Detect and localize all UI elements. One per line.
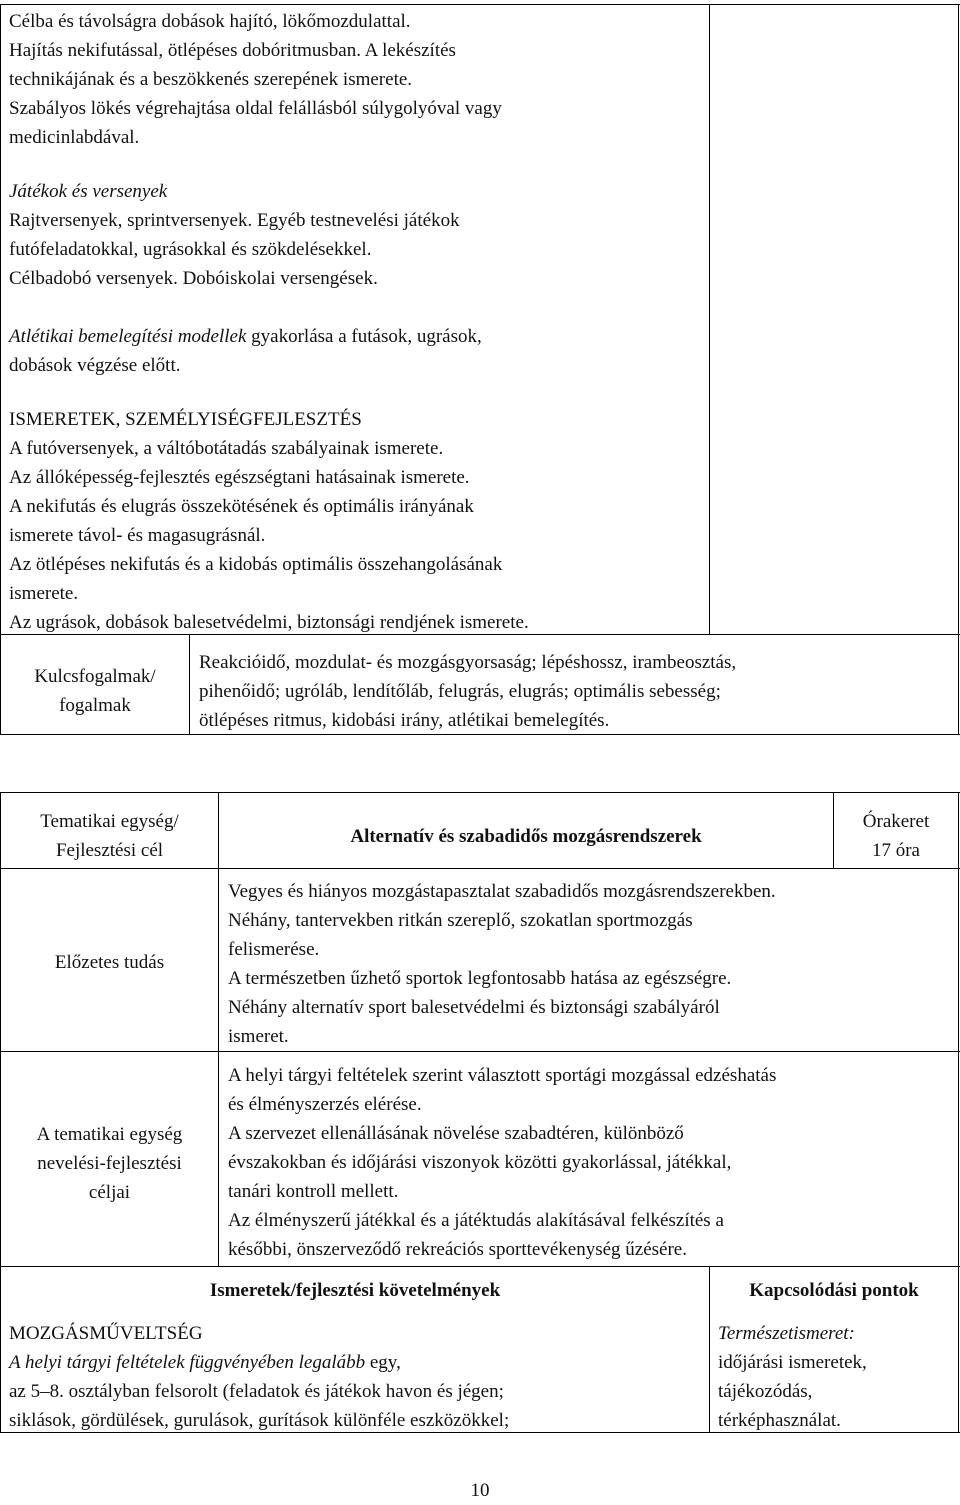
games-line: Rajtversenyek, sprintversenyek. Egyéb testnevelési játékok xyxy=(9,210,460,231)
req-header-text: Ismeretek/fejlesztési követelmények xyxy=(209,1280,501,1301)
unit-title xyxy=(219,822,833,851)
prior-line: Néhány alternatív sport balesetvédelmi és biztonsági szabályáról xyxy=(228,997,720,1018)
req-line1-rest: egy, xyxy=(365,1352,401,1373)
knowledge-line: A futóversenyek, a váltóbotátadás szabályainak ismerete. xyxy=(9,438,444,459)
hours-value: 17 óra xyxy=(871,840,920,861)
unit-label-line: Fejlesztési cél xyxy=(55,840,164,861)
links-line: időjárási ismeretek, xyxy=(718,1352,867,1373)
keywords-line: Reakcióidő, mozdulat- és mozgásgyorsaság; lépéshossz, irambeosztás, xyxy=(199,652,737,673)
hours-box xyxy=(834,807,958,865)
knowledge-line: Az állóképesség-fejlesztés egészségtani hatásainak ismerete. xyxy=(9,467,470,488)
games-line: futófeladatokkal, ugrásokkal és szökdelésekkel. xyxy=(9,239,372,260)
warmup-italic: Atlétikai bemelegítési modellek xyxy=(9,326,247,347)
req-title: MOZGÁSMŰVELTSÉG xyxy=(9,1323,203,1344)
links-header xyxy=(710,1276,958,1305)
unit-title-text: Alternatív és szabadidős mozgásrendszerek xyxy=(350,826,702,847)
games-title: Játékok és versenyek xyxy=(9,181,168,202)
prior-line: A természetben űzhető sportok legfontosabb hatása az egészségre. xyxy=(228,968,732,989)
goals-label xyxy=(1,1120,218,1207)
prior-label xyxy=(1,948,218,977)
links-subject: Természetismeret: xyxy=(718,1323,855,1344)
keywords-line: pihenőidő; ugróláb, lendítőláb, felugrás, elugrás; optimális sebesség; xyxy=(199,681,721,702)
warmup-section xyxy=(9,322,709,380)
links-line: térképhasználat. xyxy=(718,1410,841,1431)
prior-line: felismerése. xyxy=(228,939,320,960)
content-line: technikájának és a beszökkenés szerepének ismerete. xyxy=(9,69,413,90)
keywords-text xyxy=(199,648,954,735)
page-number: 10 xyxy=(470,1480,490,1501)
keywords-label-line: Kulcsfogalmak/ xyxy=(34,666,156,687)
knowledge-section xyxy=(9,405,709,637)
goals-label-line: céljai xyxy=(88,1182,131,1203)
warmup-line2: dobások végzése előtt. xyxy=(9,355,181,376)
links-text xyxy=(718,1319,956,1435)
content-line: Hajítás nekifutással, ötlépéses dobóritmusban. A lekészítés xyxy=(9,40,456,61)
content-line: Szabályos lökés végrehajtása oldal felállásból súlygolyóval vagy xyxy=(9,98,502,119)
links-line: tájékozódás, xyxy=(718,1381,813,1402)
prior-line: Néhány, tantervekben ritkán szereplő, szokatlan sportmozgás xyxy=(228,910,693,931)
goals-line: évszakokban és időjárási viszonyok közötti gyakorlással, játékkal, xyxy=(228,1152,732,1173)
unit-label xyxy=(1,807,218,865)
unit-label-line: Tematikai egység/ xyxy=(40,811,179,832)
knowledge-line: Az ugrások, dobások balesetvédelmi, biztonsági rendjének ismerete. xyxy=(9,612,529,633)
keywords-line: ötlépéses ritmus, kidobási irány, atlétikai bemelegítés. xyxy=(199,710,610,731)
knowledge-line: Az ötlépéses nekifutás és a kidobás optimális összehangolásának xyxy=(9,554,503,575)
links-header-text: Kapcsolódási pontok xyxy=(749,1280,919,1301)
knowledge-line: A nekifutás és elugrás összekötésének és optimális irányának xyxy=(9,496,474,517)
prior-text xyxy=(228,877,956,1051)
prior-line: Vegyes és hiányos mozgástapasztalat szabadidős mozgásrendszerekben. xyxy=(228,881,776,902)
prior-line: ismeret. xyxy=(228,1026,289,1047)
goals-line: A helyi tárgyi feltételek szerint választott sportági mozgással edzéshatás xyxy=(228,1065,777,1086)
hours-label: Órakeret xyxy=(862,811,930,832)
knowledge-line: ismerete. xyxy=(9,583,79,604)
req-italic: A helyi tárgyi feltételek függvényében legalább xyxy=(9,1352,366,1373)
goals-line: tanári kontroll mellett. xyxy=(228,1181,399,1202)
prior-label-text: Előzetes tudás xyxy=(54,952,165,973)
req-header xyxy=(1,1276,709,1305)
knowledge-line: ismerete távol- és magasugrásnál. xyxy=(9,525,266,546)
games-section xyxy=(9,177,709,293)
goals-label-line: A tematikai egység xyxy=(36,1124,183,1145)
goals-line: A szervezet ellenállásának növelése szabadtéren, különböző xyxy=(228,1123,684,1144)
req-line: az 5–8. osztályban felsorolt (feladatok és játékok havon és jégen; xyxy=(9,1381,504,1402)
req-text xyxy=(9,1319,707,1435)
goals-text xyxy=(228,1061,956,1264)
goals-line: Az élményszerű játékkal és a játéktudás alakításával felkészítés a xyxy=(228,1210,724,1231)
knowledge-title: ISMERETEK, SZEMÉLYISÉGFEJLESZTÉS xyxy=(9,409,362,430)
games-line: Célbadobó versenyek. Dobóiskolai versengések. xyxy=(9,268,378,289)
req-line: siklások, gördülések, gurulások, gurítások különféle eszközökkel; xyxy=(9,1410,510,1431)
keywords-label-line: fogalmak xyxy=(59,695,131,716)
warmup-rest: gyakorlása a futások, ugrások, xyxy=(246,326,482,347)
content-line: medicinlabdával. xyxy=(9,127,140,148)
keywords-label xyxy=(1,662,189,720)
goals-label-line: nevelési-fejlesztési xyxy=(37,1153,182,1174)
goals-line: és élményszerzés elérése. xyxy=(228,1094,422,1115)
goals-line: későbbi, önszerveződő rekreációs sporttevékenység űzésére. xyxy=(228,1239,687,1260)
content-line: Célba és távolságra dobások hajító, lökőmozdulattal. xyxy=(9,11,411,32)
content-cell xyxy=(9,7,709,152)
